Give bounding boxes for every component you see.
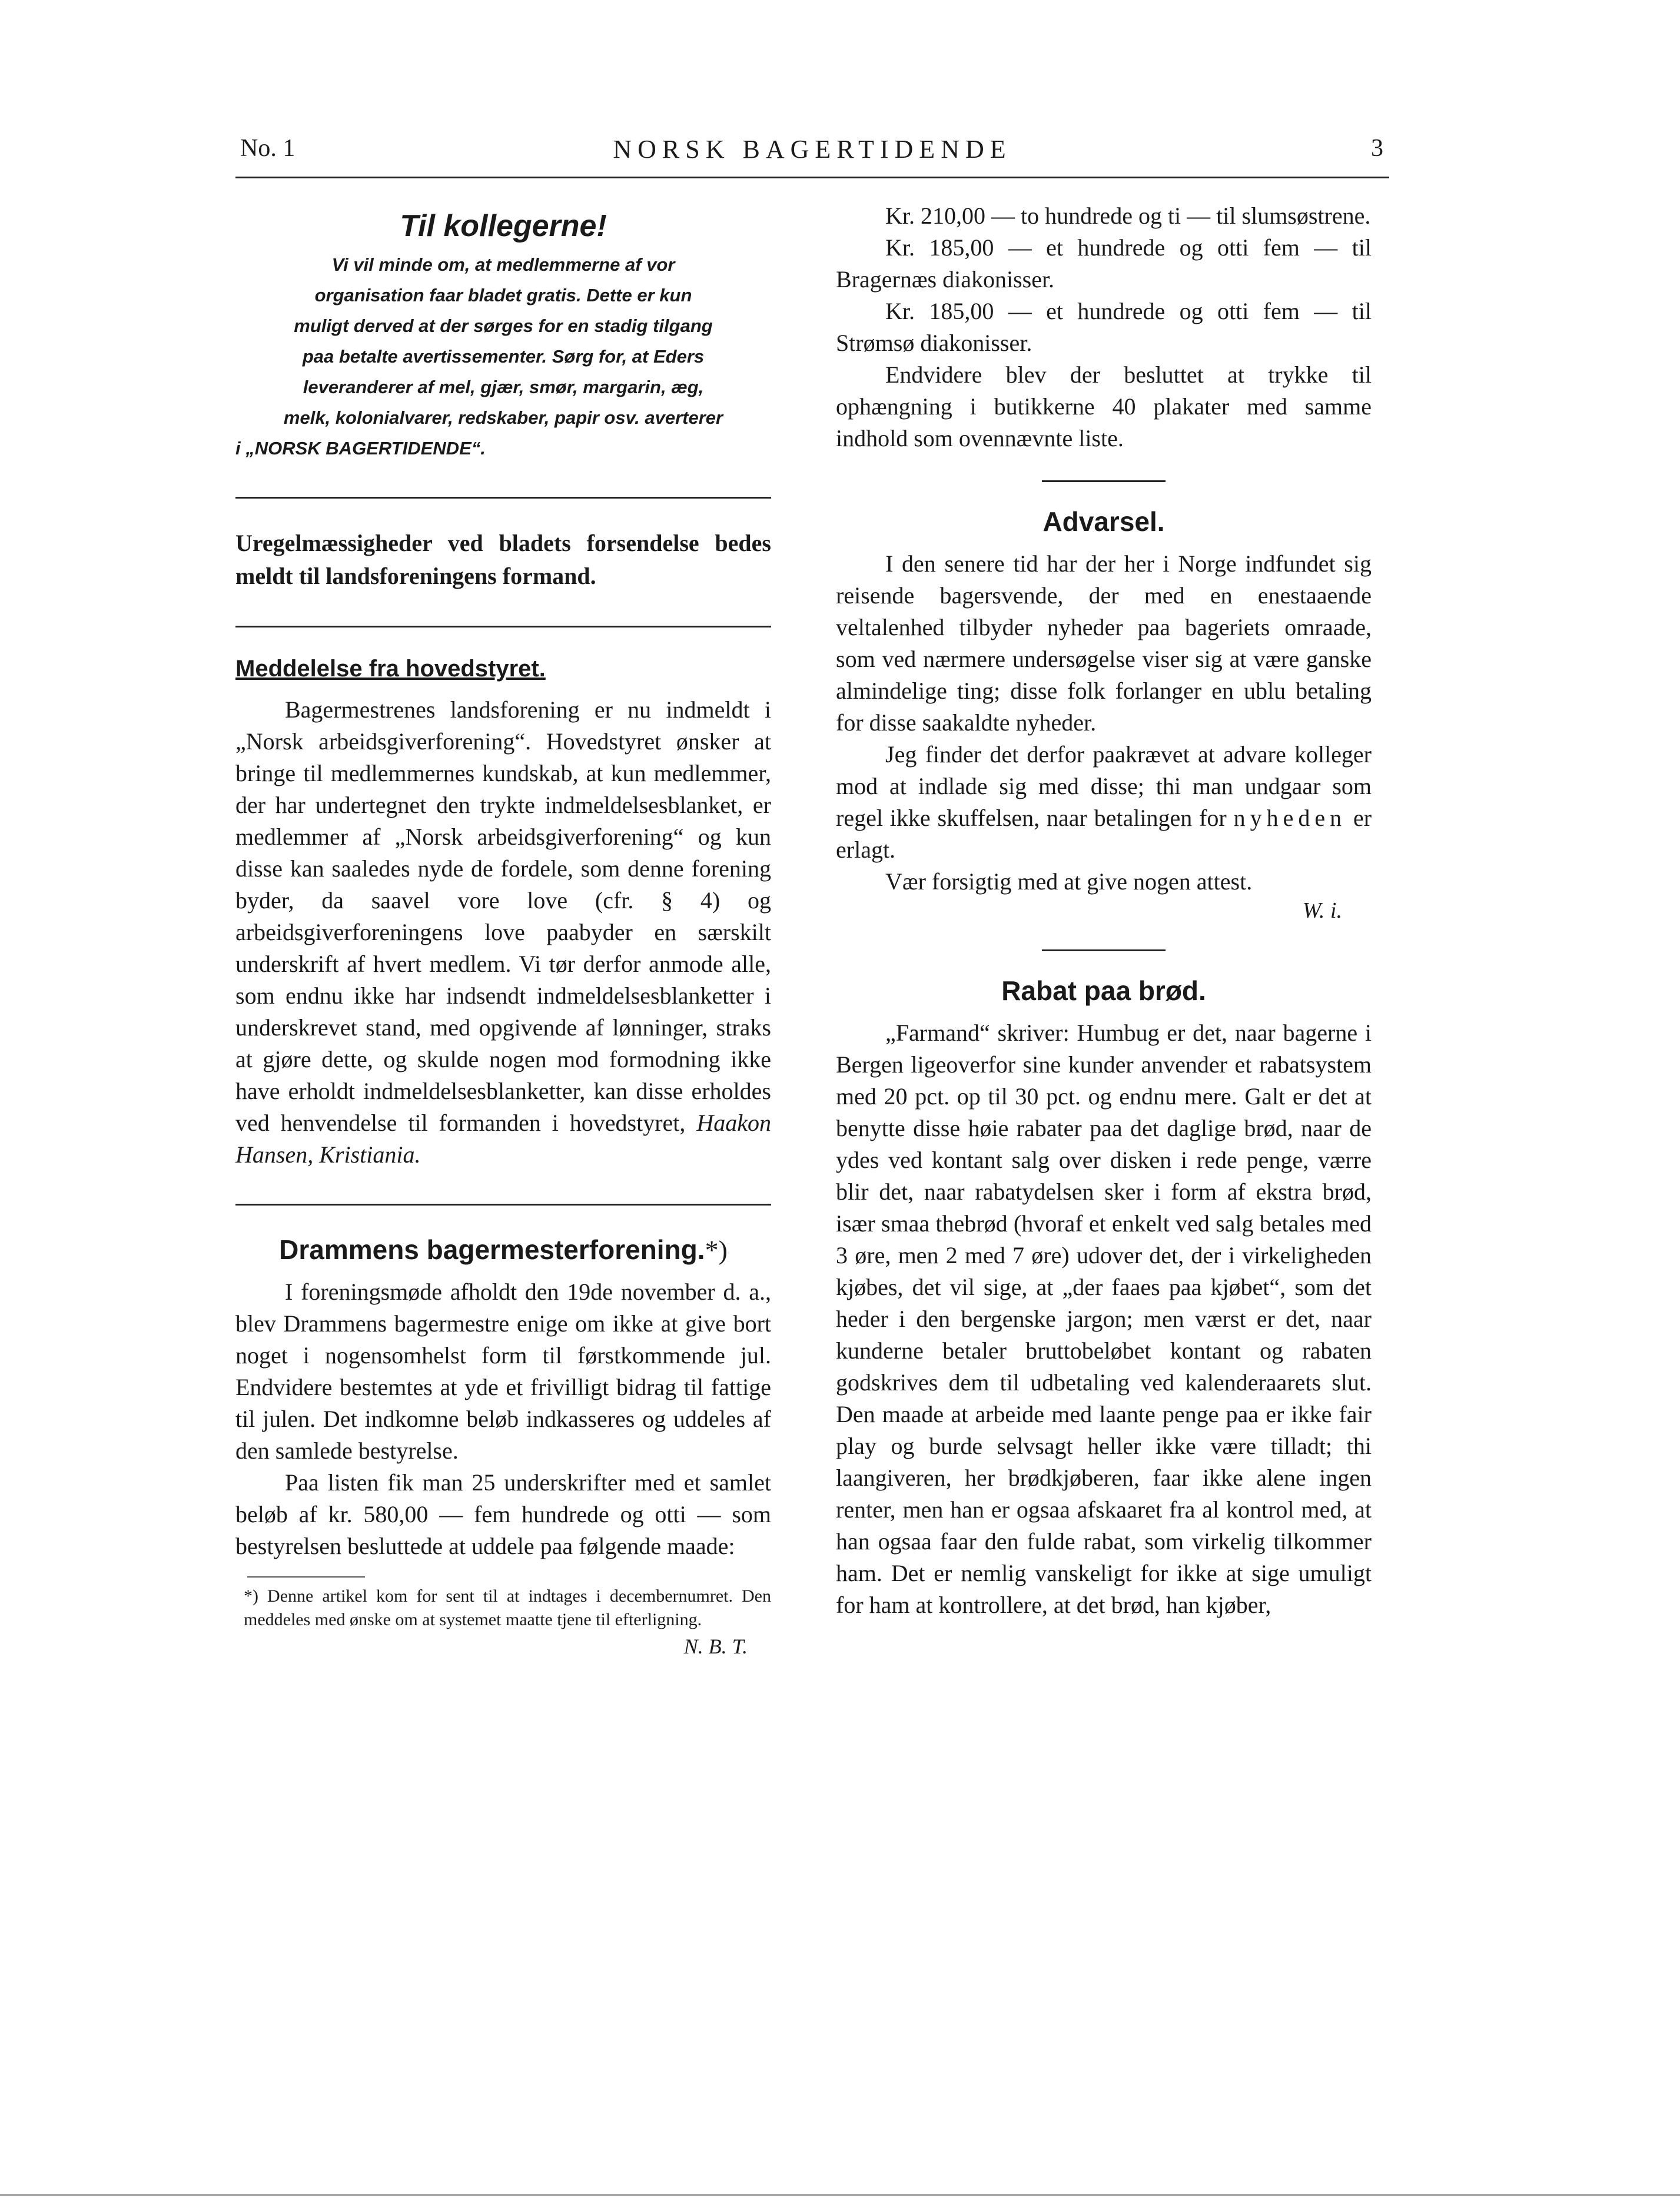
issue-number: No. 1 — [240, 135, 296, 162]
notice-text: Vi vil minde om, at medlemmerne af vor organisation faar bladet gratis. Dette er kun muligt derved at der sørges for en stadig tilgang paa betalte avertissementer. Sørg for, at Eders leveranderer af mel, gjær, smør, margarin, æg, melk, kolonialvarer, redskaber, papir osv. averterer i „NORSK BAGERTIDENDE“. — [235, 254, 723, 459]
left-column — [235, 200, 771, 1659]
newspaper-title: NORSK BAGERTIDENDE — [613, 135, 1012, 164]
short-divider — [1042, 480, 1166, 482]
drammen-paragraph-1: I foreningsmøde afholdt den 19de november d. a., blev Drammens bagermestre enige om ikke at give bort noget i nogensomhelst form til førstkommende jul. Endvidere bestemtes at yde et frivilligt bidrag til fattige til julen. Det indkomne beløb indkasseres og uddeles af den samlede bestyrelse. — [235, 1278, 771, 1464]
notice-title: Til kollegerne! — [400, 209, 607, 243]
warning-paragraph-1: I den senere tid har der her i Norge indfundet sig reisende bagersvende, der med en enestaaende veltalenhed tilbyder nyheder paa bageriets omraade, som ved nærmere undersøgelse viser sig at være ganske almindelige ting; disse folk forlanger en ublu betaling for disse saakaldte nyheder. — [836, 550, 1372, 736]
drammen-paragraph-2: Paa listen fik man 25 underskrifter med et samlet beløb af kr. 580,00 — fem hundrede og otti — som bestyrelsen besluttede at uddele paa følgende maade: — [235, 1469, 771, 1559]
irregularities-notice: Uregelmæssigheder ved bladets forsendelse bedes meldt til landsforeningens formand. — [235, 530, 771, 589]
donation-1: Kr. 210,00 — to hundrede og ti — til slumsøstrene. — [885, 202, 1371, 229]
donation-3: Kr. 185,00 — et hundrede og otti fem — til Strømsø diakonisser. — [836, 298, 1372, 356]
board-signature: Haakon Hansen, Kristiania. — [235, 1110, 771, 1168]
warning-heading: Advarsel. — [1042, 506, 1165, 537]
notice-box — [235, 208, 771, 464]
right-column — [836, 200, 1372, 1621]
warning-paragraph-3: Vær forsigtig med at give nogen attest. — [885, 868, 1253, 895]
divider — [235, 1204, 771, 1206]
donation-2: Kr. 185,00 — et hundrede og otti fem — til Bragernæs diakonisser. — [836, 234, 1372, 293]
divider — [235, 626, 771, 627]
discount-text: „Farmand“ skriver: Humbug er det, naar bagerne i Bergen ligeoverfor sine kunder anvender et rabatsystem med 20 pct. op til 30 pct. og endnu mere. Galt er det at benytte disse høie rabater paa det daglige brød, naar de ydes ved kontant salg over disken i rede penge, værre blir det, naar rabatydelsen sker i form af ekstra brød, især smaa thebrød (hvoraf et enkelt ved salg betales med 3 øre, men 2 med 7 øre) udover det, der i virkeligheden kjøbes, det vil sige, at „der faaes paa kjøbet“, som det heder i den bergenske jargon; men værst er det, naar kunderne betaler bruttobeløbet kontant og rabaten godskrives dem til udbetaling ved kalenderaarets slut. Den maade at arbeide med laante penge paa er ikke fair play og burde selvsagt heller ikke være tilladt; thi laangiveren, her brødkjøberen, faar ikke alene ingen renter, men han er ogsaa afskaaret fra al kontrol med, at han ogsaa faar den fulde rabat, som virkelig tilkommer ham. Det er nemlig vanskeligt for ikke at sige umuligt for ham at kontrollere, at det brød, han kjøber, — [836, 1020, 1372, 1618]
footnote: *) Denne artikel kom for sent til at indtages i decembernumret. Den meddeles med ønske om at systemet maatte tjene til efterligning. — [244, 1586, 771, 1629]
short-divider — [1042, 949, 1166, 951]
warning-paragraph-2: Jeg finder det derfor paakrævet at advare kolleger mod at indlade sig med disse; thi man undgaar som regel ikke skuffelsen, naar betalingen for nyheden er erlagt. — [836, 741, 1372, 863]
footnote-divider — [247, 1576, 365, 1578]
page-header — [235, 134, 1389, 178]
donations-end: Endvidere blev der besluttet at trykke til ophængning i butikkerne 40 plakater med samme indhold som ovennævnte liste. — [836, 361, 1372, 451]
scan-edge-line — [0, 2194, 1680, 2196]
board-heading: Meddelelse fra hovedstyret. — [235, 656, 546, 682]
drammen-heading: Drammens bagermesterforening.*) — [279, 1234, 728, 1265]
page-number: 3 — [1371, 135, 1383, 162]
board-text: Bagermestrenes landsforening er nu indmeldt i „Norsk arbeidsgiverforening“. Hovedstyret ønsker at bringe til medlemmernes kundskab, at kun medlemmer, der har undertegnet den trykte indmeldelsesblanket, er medlemmer af „Norsk arbeidsgiverforening“ og kun disse kan saaledes nyde de fordele, som denne forening byder, da saavel vore love (cfr. § 4) og arbeidsgiverforeningens love paabyder en særskilt underskrift af hvert medlem. Vi tør derfor anmode alle, som endnu ikke har indsendt indmeldelsesblanketter i underskrevet stand, med opgivende af lønninger, straks at gjøre dette, og skulde nogen mod formodning ikke have erholdt indmeldelsesblanketter, kan disse erholdes ved henvendelse til formanden i hovedstyret, Haakon Hansen, Kristiania. — [235, 696, 771, 1168]
discount-heading: Rabat paa brød. — [1001, 975, 1206, 1006]
footnote-signature: N. B. T. — [683, 1635, 748, 1658]
warning-signature: W. i. — [1302, 898, 1342, 923]
divider — [235, 497, 771, 499]
